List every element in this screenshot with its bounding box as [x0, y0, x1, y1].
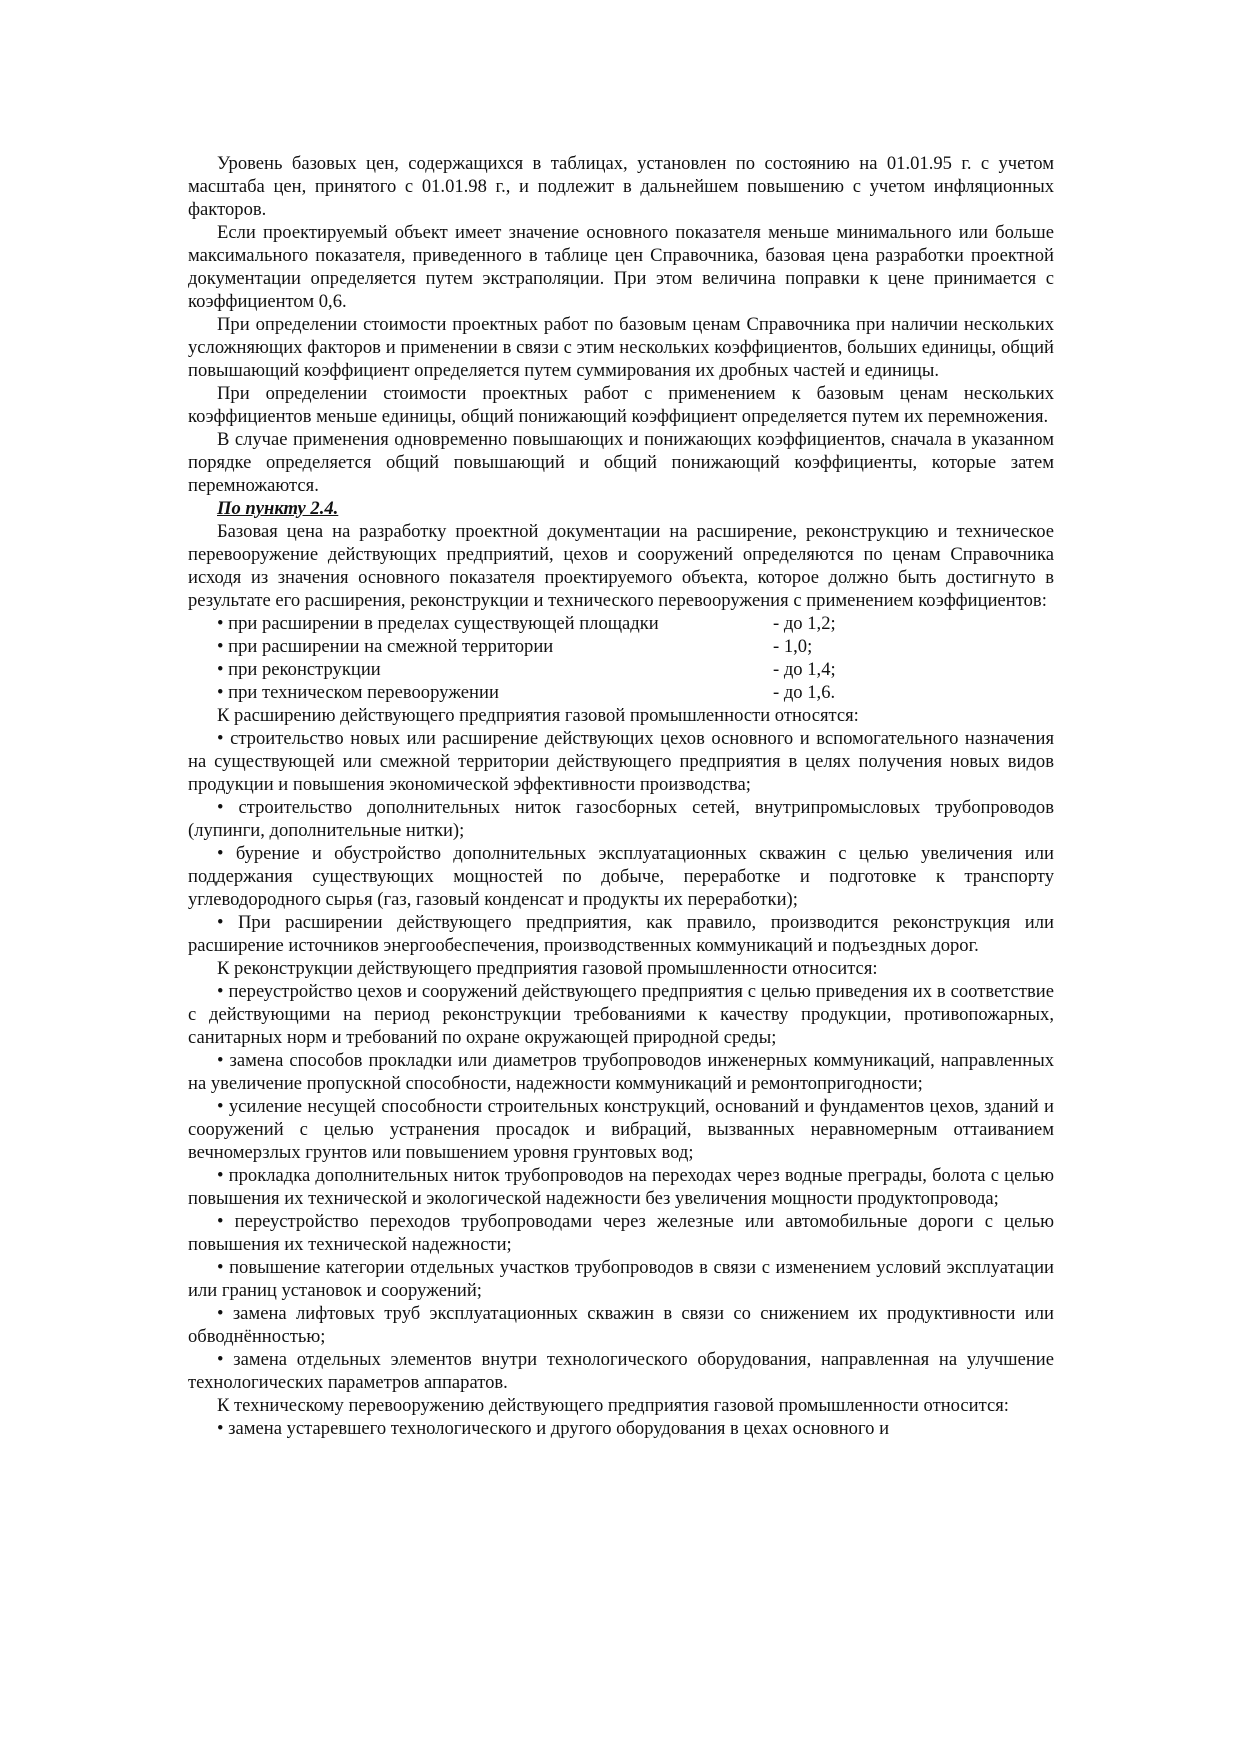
- coefficient-list: [188, 612, 1054, 704]
- coefficient-row: [188, 658, 1054, 681]
- paragraph-base-price-level: Уровень базовых цен, содержащихся в таблицах, установлен по состоянию на 01.01.95 г. с учетом масштаба цен, принятого с 01.01.98 г., и подлежит в дальнейшем повышению с учетом инфляционных факторов.: [188, 153, 1054, 220]
- list-item: • повышение категории отдельных участков трубопроводов в связи с изменением условий эксплуатации или границ установок и сооружений;: [188, 1257, 1054, 1301]
- list-item: • прокладка дополнительных ниток трубопроводов на переходах через водные преграды, болота с целью повышения их технической и экологической надежности без увеличения мощности продуктопровода;: [188, 1165, 1054, 1209]
- coefficient-label: • при реконструкции: [217, 659, 381, 680]
- list-item: • замена способов прокладки или диаметров трубопроводов инженерных коммуникаций, направленных на увеличение пропускной способности, надежности коммуникаций и ремонтопригодности;: [188, 1050, 1054, 1094]
- list-item: • замена устаревшего технологического и другого оборудования в цехах основного и: [217, 1418, 890, 1439]
- list-item: • переустройство переходов трубопроводами через железные или автомобильные дороги с целью повышения их технической надежности;: [188, 1211, 1054, 1255]
- list-item: • замена отдельных элементов внутри технологического оборудования, направленная на улучшение технологических параметров аппаратов.: [188, 1349, 1054, 1393]
- document-body: [188, 152, 1054, 1440]
- coefficient-row: [188, 635, 1054, 658]
- coefficient-label: • при расширении в пределах существующей площадки: [217, 613, 659, 634]
- paragraph-decreasing-coefficients: При определении стоимости проектных работ с применением к базовым ценам нескольких коэффициентов меньше единицы, общий понижающий коэффициент определяется путем их перемножения.: [188, 383, 1054, 427]
- paragraph-increasing-coefficients: При определении стоимости проектных работ по базовым ценам Справочника при наличии нескольких усложняющих факторов и применении в связи с этим нескольких коэффициентов, больших единицы, общий повышающий коэффициент определяется путем суммирования их дробных частей и единицы.: [188, 314, 1054, 381]
- list-item: • усиление несущей способности строительных конструкций, оснований и фундаментов цехов, зданий и сооружений с целью устранения просадок и вибраций, вызванных неравномерным оттаиванием вечномерзлых грунтов или повышением уровня грунтовых вод;: [188, 1096, 1054, 1163]
- list-item: • При расширении действующего предприятия, как правило, производится реконструкция или расширение источников энергообеспечения, производственных коммуникаций и подъездных дорог.: [188, 912, 1054, 956]
- list-item: • строительство дополнительных ниток газосборных сетей, внутрипромысловых трубопроводов (лупинги, дополнительные нитки);: [188, 797, 1054, 841]
- list-item: • переустройство цехов и сооружений действующего предприятия с целью приведения их в соответствие с действующими на период реконструкции требованиями к качеству продукции, противопожарных, санитарных норм и требований по охране окружающей природной среды;: [188, 981, 1054, 1048]
- coefficient-label: • при техническом перевооружении: [217, 682, 499, 703]
- paragraph-combined-coefficients: В случае применения одновременно повышающих и понижающих коэффициентов, сначала в указанном порядке определяется общий повышающий и общий понижающий коэффициенты, которые затем перемножаются.: [188, 429, 1054, 496]
- coefficient-value: - до 1,6.: [773, 682, 836, 703]
- list-item: • строительство новых или расширение действующих цехов основного и вспомогательного назначения на существующей или смежной территории действующего предприятия в целях получения новых видов продукции и повышения экономической эффективности производства;: [188, 728, 1054, 795]
- paragraph-modernization-intro: К техническому перевооружению действующего предприятия газовой промышленности относится:: [217, 1395, 1009, 1416]
- paragraph-base-price-reconstruction: Базовая цена на разработку проектной документации на расширение, реконструкцию и техническое перевооружение действующих предприятий, цехов и сооружений определяются по ценам Справочника исходя из значения основного показателя проектируемого объекта, которое должно быть достигнуто в результате его расширения, реконструкции и технического перевооружения с применением коэффициентов:: [188, 521, 1054, 611]
- paragraph-expansion-intro: К расширению действующего предприятия газовой промышленности относятся:: [217, 705, 859, 726]
- coefficient-label: • при расширении на смежной территории: [217, 636, 554, 657]
- coefficient-value: - 1,0;: [773, 636, 813, 657]
- coefficient-value: - до 1,4;: [773, 659, 836, 680]
- paragraph-reconstruction-intro: К реконструкции действующего предприятия газовой промышленности относится:: [217, 958, 878, 979]
- coefficient-value: - до 1,2;: [773, 613, 836, 634]
- list-item: • замена лифтовых труб эксплуатационных скважин в связи со снижением их продуктивности или обводнённостью;: [188, 1303, 1054, 1347]
- coefficient-row: [188, 681, 1054, 704]
- paragraph-extrapolation: Если проектируемый объект имеет значение основного показателя меньше минимального или больше максимального показателя, приведенного в таблице цен Справочника, базовая цена разработки проектной документации определяется путем экстраполяции. При этом величина поправки к цене принимается с коэффициентом 0,6.: [188, 222, 1054, 312]
- coefficient-row: [188, 612, 1054, 635]
- section-heading: По пункту 2.4.: [217, 498, 339, 519]
- list-item: • бурение и обустройство дополнительных эксплуатационных скважин с целью увеличения или поддержания существующих мощностей по добыче, переработке и подготовке к транспорту углеводородного сырья (газ, газовый конденсат и продукты их переработки);: [188, 843, 1054, 910]
